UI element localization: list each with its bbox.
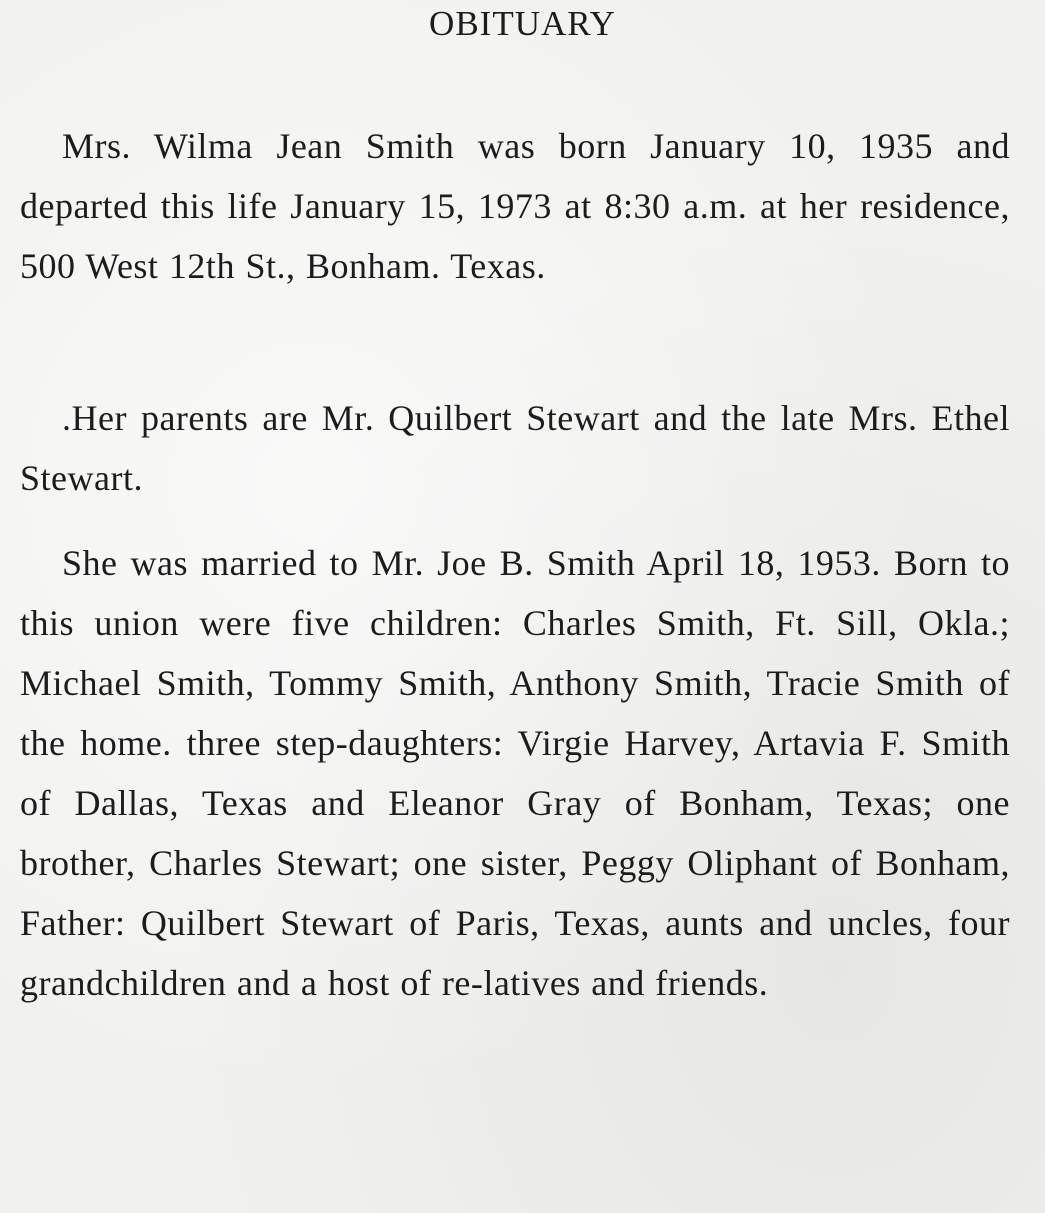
paragraph-family [20,533,1010,1013]
paragraph-text: .Her parents are Mr. Quilbert Stewart and the late Mrs. Ethel Stewart. [20,398,1010,498]
paragraph-text: She was married to Mr. Joe B. Smith April 18, 1953. Born to this union were five children: Charles Smith, Ft. Sill, Okla.; Michael Smith, Tommy Smith, Anthony Smith, Tracie Smith of the home. three step-daughters: Virgie Harvey, Artavia F. Smith of Dallas, Texas and Eleanor Gray of Bonham, Texas; one brother, Charles Stewart; one sister, Peggy Oliphant of Bonham, Father: Quilbert Stewart of Paris, Texas, aunts and uncles, four grandchildren and a host of re-latives and friends. [20,543,1010,1003]
paragraph-birth-death [20,116,1010,296]
page-title: OBITUARY [429,4,616,43]
paragraph-parents [20,388,1010,508]
paragraph-text: Mrs. Wilma Jean Smith was born January 10, 1935 and departed this life January 15, 1973 at 8:30 a.m. at her residence, 500 West 12th St., Bonham. Texas. [20,126,1010,286]
